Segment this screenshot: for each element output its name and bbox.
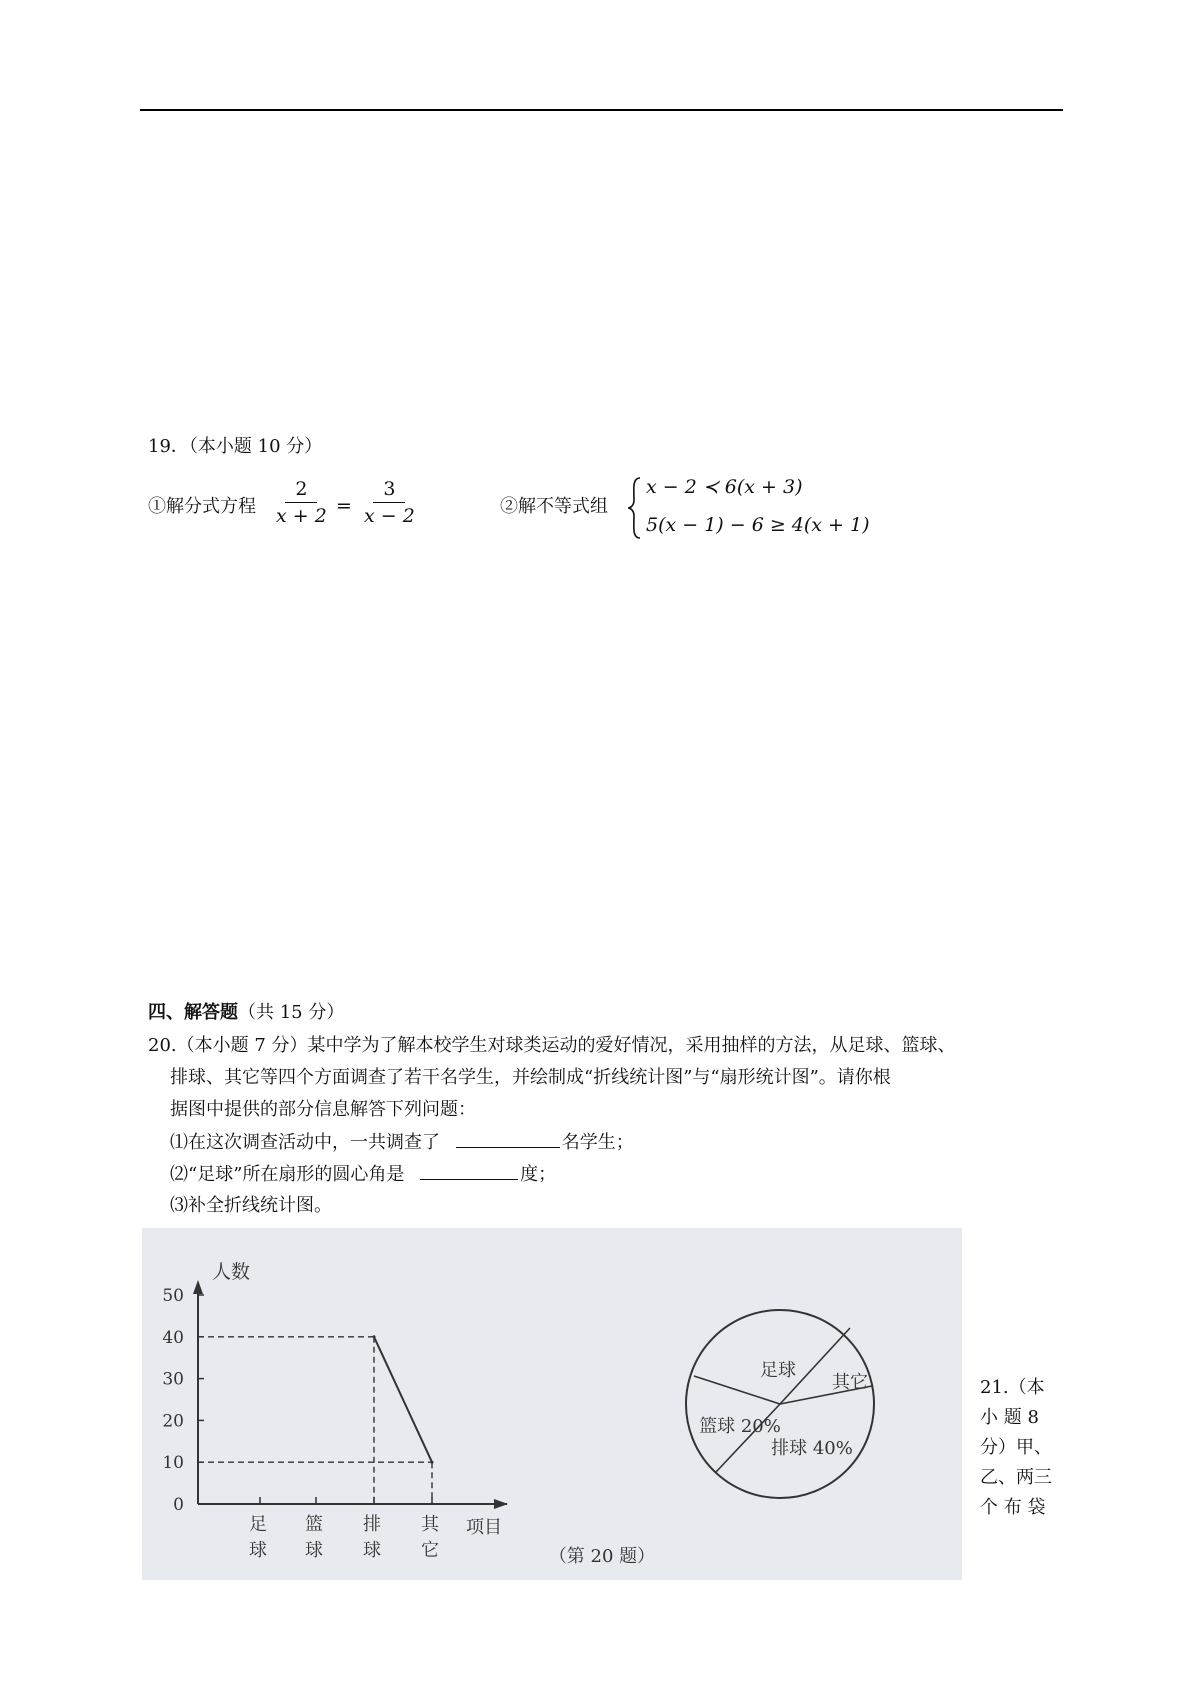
fraction-denominator: x + 2 bbox=[276, 505, 327, 527]
q19-part2-label: ②解不等式组 bbox=[500, 496, 608, 517]
x-tick-label: 其 bbox=[421, 1514, 439, 1535]
sub2-tail: 度； bbox=[520, 1164, 557, 1185]
q20-line-3: 据图中提供的部分信息解答下列问题： bbox=[170, 1099, 476, 1120]
q20-sub-3: ⑶补全折线统计图。 bbox=[170, 1195, 332, 1216]
x-axis-arrow-icon bbox=[494, 1499, 508, 1509]
data-point bbox=[431, 1461, 434, 1464]
y-axis-label: 人数 bbox=[212, 1261, 251, 1283]
y-axis-arrow-icon bbox=[193, 1280, 203, 1294]
q21-line: 分）甲、 bbox=[980, 1437, 1052, 1458]
x-tick-label: 球 bbox=[363, 1540, 381, 1561]
q19-part1-label: ①解分式方程 bbox=[148, 496, 256, 517]
answer-blank-2[interactable] bbox=[420, 1161, 518, 1180]
answer-blank-1[interactable] bbox=[456, 1129, 560, 1148]
sub1-text: ⑴在这次调查活动中，一共调查了 bbox=[170, 1132, 440, 1153]
data-point bbox=[373, 1335, 376, 1338]
y-tick-label: 20 bbox=[162, 1411, 184, 1432]
x-tick-label: 足 bbox=[249, 1514, 267, 1535]
q19-fraction-right bbox=[358, 478, 421, 527]
q20-sub-1 bbox=[170, 1129, 634, 1156]
x-tick-label: 排 bbox=[363, 1514, 381, 1535]
x-tick-label: 它 bbox=[421, 1540, 439, 1561]
q20-figure-svg bbox=[142, 1228, 962, 1580]
pie-slice-label: 其它 bbox=[832, 1372, 868, 1393]
x-tick-label: 球 bbox=[305, 1540, 323, 1561]
q21-line: 乙、两三 bbox=[980, 1467, 1052, 1488]
x-tick-label: 篮 bbox=[305, 1514, 323, 1535]
section-4-heading bbox=[148, 1000, 344, 1026]
q19-inequality-2: 5(x − 1) − 6 ≥ 4(x + 1) bbox=[646, 514, 870, 536]
sub1-tail: 名学生； bbox=[561, 1132, 634, 1153]
fraction-denominator: x − 2 bbox=[364, 505, 415, 527]
series-segment bbox=[374, 1337, 432, 1462]
y-tick-label: 30 bbox=[162, 1369, 184, 1390]
q20-line-1: 20.（本小题 7 分）某中学为了解本校学生对球类运动的爱好情况，采用抽样的方法，从足球、篮球、 bbox=[148, 1035, 956, 1056]
q19-heading: 19．（本小题 10 分） bbox=[148, 436, 323, 457]
q19-fraction-left bbox=[270, 478, 333, 527]
q21-line: 小 题 8 bbox=[980, 1407, 1039, 1428]
x-tick-label: 球 bbox=[249, 1540, 267, 1561]
q19-inequality-1: x − 2 ≺ 6(x + 3) bbox=[646, 476, 803, 498]
x-axis-label: 项目 bbox=[466, 1517, 502, 1538]
equals-sign: = bbox=[336, 495, 352, 517]
header-rule bbox=[140, 109, 1063, 111]
q21-line: 个 布 袋 bbox=[980, 1497, 1046, 1518]
pie-slice-label: 足球 bbox=[760, 1360, 796, 1381]
section-points: （共 15 分） bbox=[238, 1002, 345, 1023]
q20-sub-2 bbox=[170, 1161, 556, 1188]
y-tick-label: 40 bbox=[162, 1327, 184, 1348]
pie-slice-label: 篮球 20% bbox=[699, 1416, 781, 1437]
q21-text bbox=[980, 1373, 1052, 1523]
y-tick-label: 50 bbox=[162, 1286, 184, 1306]
section-title: 四、解答题 bbox=[148, 1002, 238, 1023]
q21-line: 21.（本 bbox=[980, 1377, 1045, 1398]
fraction-numerator: 2 bbox=[285, 478, 317, 503]
figure-caption: （第 20 题） bbox=[548, 1546, 656, 1567]
pie-slice-label: 排球 40% bbox=[771, 1438, 853, 1459]
fraction-numerator: 3 bbox=[373, 478, 405, 503]
q20-figure bbox=[142, 1228, 962, 1580]
q20-line-2: 排球、其它等四个方面调查了若干名学生，并绘制成“折线统计图”与“扇形统计图”。请你根 bbox=[170, 1067, 891, 1088]
y-tick-label: 10 bbox=[162, 1453, 184, 1474]
brace-icon bbox=[626, 476, 644, 540]
sub2-text: ⑵“足球”所在扇形的圆心角是 bbox=[170, 1164, 405, 1185]
y-tick-label: 0 bbox=[173, 1495, 184, 1515]
